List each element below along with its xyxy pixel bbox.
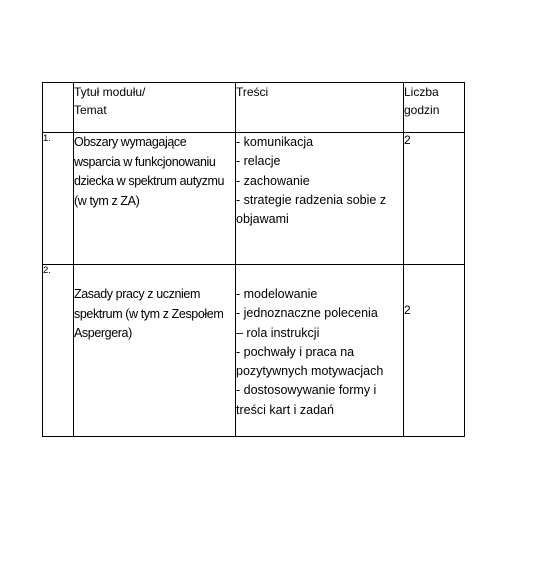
row-number: 2. xyxy=(43,265,74,437)
header-number xyxy=(43,83,74,133)
header-content-label: Treści xyxy=(236,85,269,99)
table-row xyxy=(43,133,465,265)
module-hours: 2 xyxy=(404,133,465,265)
header-title-line2: Temat xyxy=(74,103,107,117)
content-item: - pochwały i praca na pozytywnych motywacjach xyxy=(236,344,384,379)
table-header-row xyxy=(43,83,465,133)
header-hours xyxy=(404,83,465,133)
content-item: - strategie radzenia sobie z objawami xyxy=(236,192,387,227)
table-row xyxy=(43,265,465,437)
row-number: 1. xyxy=(43,133,74,265)
module-title: Obszary wymagające wsparcia w funkcjonowaniu dziecka w spektrum autyzmu (w tym z ZA) xyxy=(74,133,236,265)
program-table xyxy=(42,82,465,437)
content-item: - zachowanie xyxy=(236,173,310,188)
content-item: - jednoznaczne polecenia xyxy=(236,306,378,321)
header-hours-line1: Liczba xyxy=(404,85,439,99)
content-item: - relacje xyxy=(236,154,281,169)
header-hours-line2: godzin xyxy=(404,103,440,117)
module-content xyxy=(236,265,404,437)
content-item: - komunikacja xyxy=(236,135,314,149)
module-title: Zasady pracy z uczniem spektrum (w tym z Zespołem Aspergera) xyxy=(74,265,236,437)
header-title-line1: Tytuł modułu/ xyxy=(74,85,146,99)
module-content xyxy=(236,133,404,265)
header-title xyxy=(74,83,236,133)
header-content xyxy=(236,83,404,133)
content-item: - modelowanie xyxy=(236,287,318,301)
module-hours: 2 xyxy=(404,265,465,437)
content-item: – rola instrukcji xyxy=(236,325,320,340)
content-item: - dostosowywanie formy i treści kart i zadań xyxy=(236,383,377,417)
